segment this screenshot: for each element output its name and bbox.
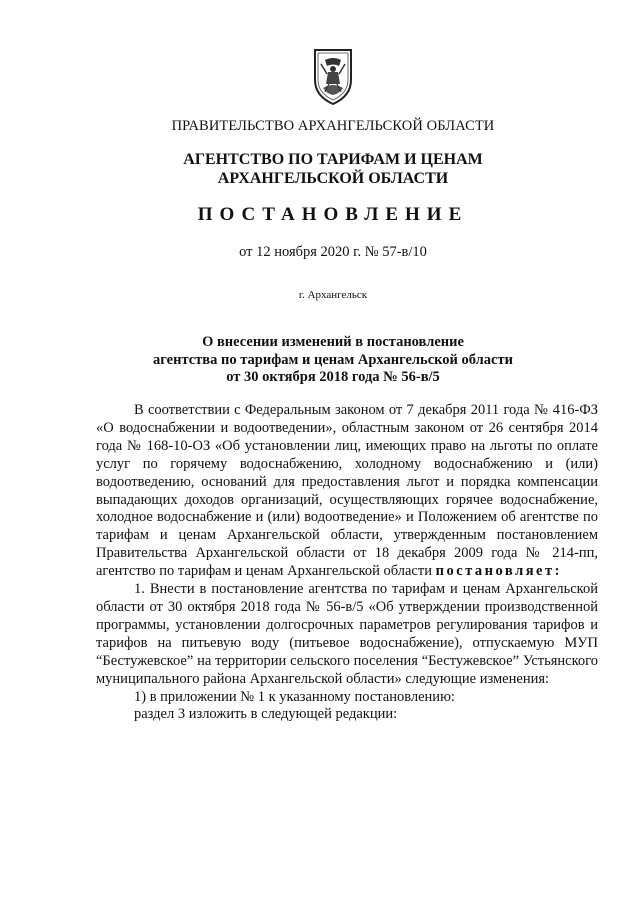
coat-of-arms-emblem: [309, 44, 357, 108]
agency-name-line1: АГЕНТСТВО ПО ТАРИФАМ И ЦЕНАМ: [183, 151, 483, 168]
decree-word: постановляет:: [435, 563, 562, 580]
item-1-paragraph: 1. Внести в постановление агентства по тарифам и ценам Архангельской области от 30 октября 2018 года № 56-в/5 «Об утверждении производственной программы, установлении долгосрочных параметров регулирования тарифов и тарифов на питьевую воду (питьевое водоснабжение), отпускаемую МУП “Бестужевское” на территории сельского поселения “Бестужевское” Устьянского муниципального района Архангельской области» следующие изменения:: [96, 581, 598, 687]
subject-line3: от 30 октября 2018 года № 56-в/5: [226, 369, 440, 385]
subject-line1: О внесении изменений в постановление: [202, 334, 464, 350]
document-date-number: от 12 ноября 2020 г. № 57-в/10: [239, 244, 427, 260]
document-body: [96, 402, 598, 724]
subitem-1-paragraph: 1) в приложении № 1 к указанному постановлению:: [134, 688, 455, 705]
document-subject: [90, 334, 576, 387]
subitem-2-paragraph: раздел 3 изложить в следующей редакции:: [134, 706, 398, 723]
document-type-title: ПОСТАНОВЛЕНИЕ: [197, 204, 469, 225]
subject-line2: агентства по тарифам и ценам Архангельской области: [153, 351, 513, 368]
agency-name-line2: АРХАНГЕЛЬСКОЙ ОБЛАСТИ: [217, 170, 449, 187]
preamble-text: В соответствии с Федеральным законом от 7 декабря 2011 года № 416-ФЗ «О водоснабжении и водоотведении», областным законом от 26 сентября 2014 года № 168-10-ОЗ «Об установлении лиц, имеющих право на льготы по оплате услуг по горячему водоснабжению, холодному водоснабжению и (или) водоотведению, оснований для предоставления льгот и порядка компенсации выпадающих доходов организаций, осуществляющих горячее водоснабжение, холодное водоснабжение и (или) водоотведение» и Положением об агентстве по тарифам и ценам Архангельской области, утвержденным постановлением Правительства Архангельской области от 18 декабря 2009 года № 214-пп, агентство по тарифам и ценам Архангельской области: [96, 402, 598, 580]
agency-name: [90, 150, 576, 188]
preamble-paragraph: [96, 402, 598, 581]
government-name: ПРАВИТЕЛЬСТВО АРХАНГЕЛЬСКОЙ ОБЛАСТИ: [171, 118, 495, 134]
document-city: г. Архангельск: [298, 289, 368, 301]
